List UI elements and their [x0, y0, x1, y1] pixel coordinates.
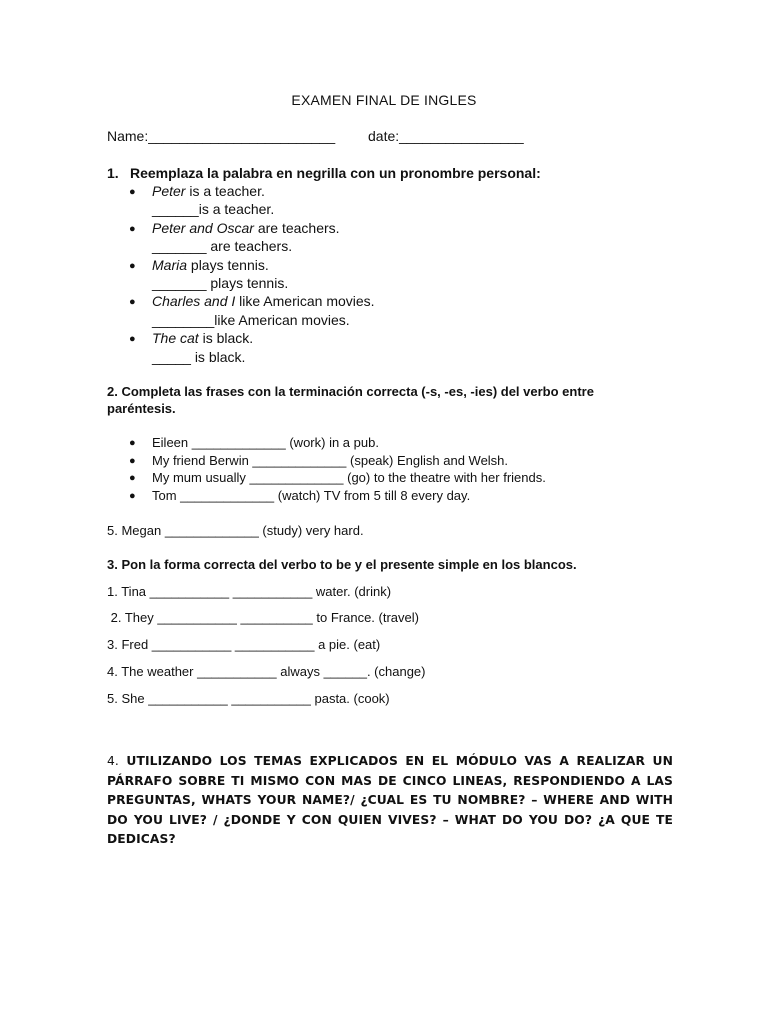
bullet-icon: ●: [129, 455, 136, 467]
item-rest: are teachers.: [253, 220, 340, 236]
exercise-sentence: 2. They ___________ __________ to France. (travel): [107, 610, 419, 625]
answer-line: ______is a teacher.: [152, 201, 275, 217]
name-field-label: Name:________________________: [107, 128, 336, 144]
item-rest: plays tennis.: [187, 257, 269, 273]
exercise-sentence: 5. She ___________ ___________ pasta. (cook): [107, 691, 390, 706]
item-rest: is black.: [198, 330, 254, 346]
list-item: [129, 435, 379, 450]
exercise-sentence: My mum usually _____________ (go) to the theatre with her friends.: [152, 470, 546, 485]
list-item: [129, 183, 265, 199]
list-item: [129, 330, 253, 346]
section-1-heading-text: Reemplaza la palabra en negrilla con un pronombre personal:: [130, 165, 541, 181]
exercise-sentence: 1. Tina ___________ ___________ water. (drink): [107, 584, 392, 599]
bullet-icon: ●: [129, 296, 136, 308]
section-3-heading: 3. Pon la forma correcta del verbo to be y el presente simple en los blancos.: [107, 557, 577, 572]
section-1-number: 1.: [107, 165, 119, 181]
answer-line: _______ are teachers.: [152, 238, 293, 254]
item-rest: like American movies.: [235, 293, 375, 309]
exercise-sentence: Tom _____________ (watch) TV from 5 till 8 every day.: [152, 488, 471, 503]
item-subject: The cat: [152, 330, 199, 346]
exercise-sentence: Eileen _____________ (work) in a pub.: [152, 435, 379, 450]
list-item: [129, 470, 546, 485]
exercise-sentence: 3. Fred ___________ ___________ a pie. (eat): [107, 637, 381, 652]
answer-line: ________like American movies.: [152, 312, 350, 328]
item-subject: Maria: [152, 257, 188, 273]
item-subject: Peter and Oscar: [152, 220, 254, 236]
bullet-icon: ●: [129, 186, 136, 198]
document-title: EXAMEN FINAL DE INGLES: [291, 92, 477, 108]
list-item: [129, 293, 375, 309]
list-item: [129, 453, 508, 468]
item-subject: Charles and I: [152, 293, 236, 309]
section-4-text: UTILIZANDO LOS TEMAS EXPLICADOS EN EL MÓDULO VAS A REALIZAR UN PÁRRAFO SOBRE TI MISMO CON MAS DE CINCO LINEAS, RESPONDIENDO A LAS PREGUNTAS, WHATS YOUR NAME?/ ¿CUAL ES TU NOMBRE? – WHERE AND WITH DO YOU LIVE? / ¿DONDE Y CON QUIEN VIVES? – WHAT DO YOU DO? ¿A QUE TE DEDICAS?: [107, 754, 673, 846]
list-item: [129, 488, 470, 503]
bullet-icon: ●: [129, 437, 136, 449]
section-4-number: 4.: [107, 754, 119, 768]
answer-line: _____ is black.: [152, 349, 246, 365]
bullet-icon: ●: [129, 333, 136, 345]
answer-line: _______ plays tennis.: [152, 275, 289, 291]
list-item: [129, 220, 340, 236]
exercise-sentence: 5. Megan _____________ (study) very hard.: [107, 523, 364, 538]
section-4-paragraph: [107, 752, 673, 850]
exercise-sentence: My friend Berwin _____________ (speak) English and Welsh.: [152, 453, 509, 468]
bullet-icon: ●: [129, 472, 136, 484]
date-field-label: date:________________: [368, 128, 524, 144]
section-2-heading: 2. Completa las frases con la terminación correcta (-s, -es, -ies) del verbo entre paréntesis.: [107, 384, 594, 416]
exercise-sentence: 4. The weather ___________ always ______. (change): [107, 664, 426, 679]
list-item: [129, 257, 269, 273]
section-1-heading: [107, 165, 541, 181]
bullet-icon: ●: [129, 260, 136, 272]
bullet-icon: ●: [129, 223, 136, 235]
item-rest: is a teacher.: [185, 183, 265, 199]
bullet-icon: ●: [129, 490, 136, 502]
item-subject: Peter: [152, 183, 186, 199]
